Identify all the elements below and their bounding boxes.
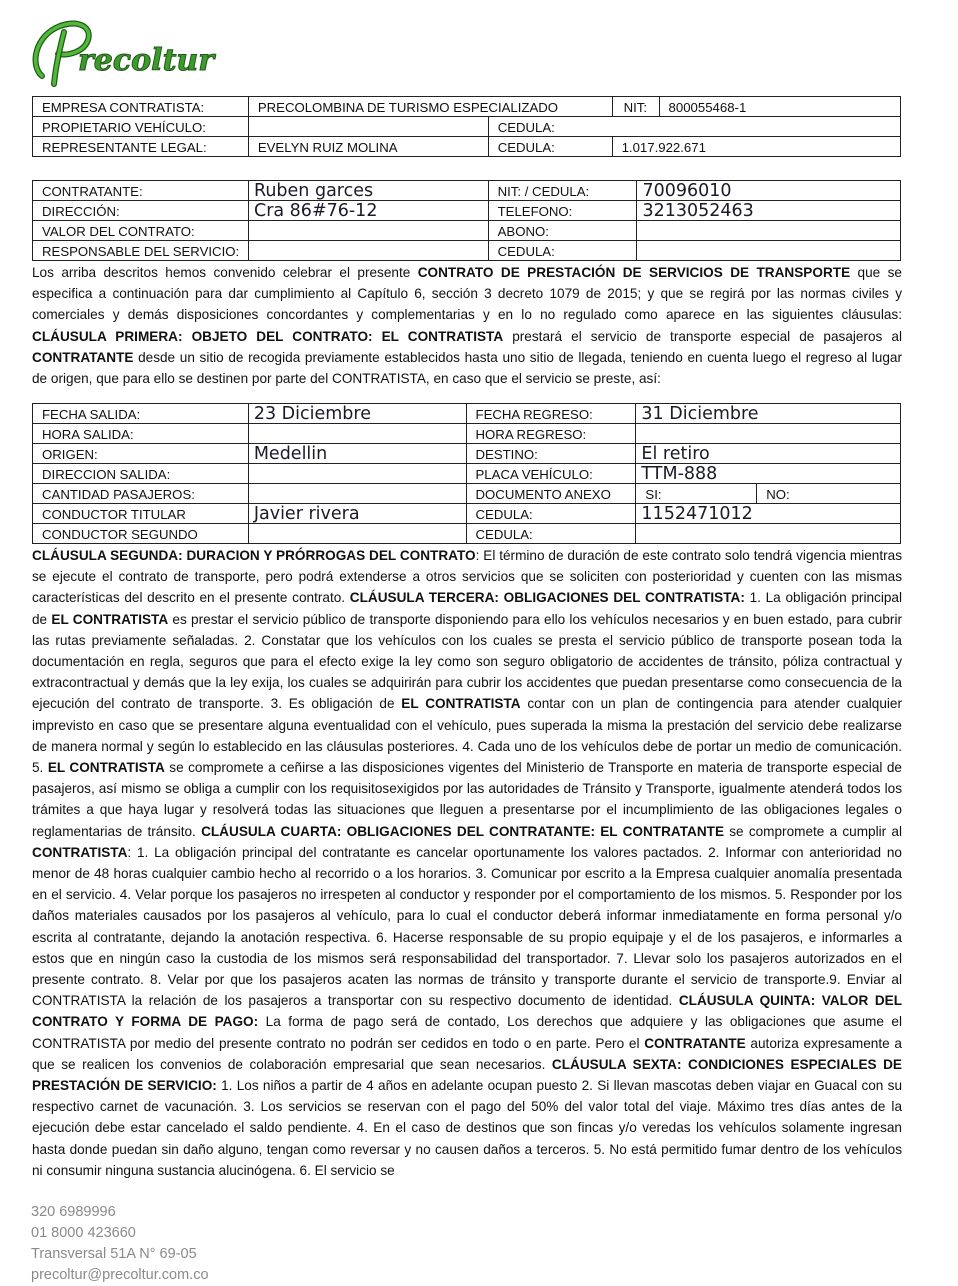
passenger-count-label: CANTIDAD PASAJEROS: (33, 484, 249, 504)
client-id-label: NIT: / CEDULA: (488, 181, 637, 201)
intro-text: prestará el servicio de transporte especial de pasajeros al (503, 328, 902, 344)
destination-value: El retiro (636, 444, 901, 464)
clause-text: contar con un plan de contingencia para atender cualquier imprevisto en caso que se presentare alguna eventualidad con el vehículo, pues superada la misma la prestación del servicio debe realizarse de manera normal y según lo establecido en las cláusulas posteriores. 4. Cada uno de los vehículos debe de portar un medio de comunicación. 5. (32, 696, 902, 776)
owner-label: PROPIETARIO VEHÍCULO: (33, 117, 249, 137)
table-row (33, 484, 901, 504)
company-table (32, 96, 901, 157)
table-row (33, 524, 901, 544)
driver-second-label: CONDUCTOR SEGUNDO (33, 524, 249, 544)
driver-main-value: Javier rivera (248, 504, 466, 524)
departure-address-label: DIRECCION SALIDA: (33, 464, 249, 484)
footer-email: precoltur@precoltur.com.co (31, 1267, 209, 1283)
legal-rep-id-value: 1.017.922.671 (612, 137, 900, 157)
clause-heading: CLÁUSULA SEXTA: CONDICIONES ESPECIALES DE PRESTACIÓN DE SERVICIO: (32, 1056, 902, 1094)
clause-text: : 1. La obligación principal del contratante es cancelar oportunamente los valores pactados. 2. Informar con anterioridad no menor de 48 horas cualquier cambio hecho al recorrido o a los horarios. 3. Comunicar por escrito a la Empresa cualquier anomalía presentada en el servicio. 4. Velar porque los pasajeros no irrespeten al conductor y responder por el comportamiento de los mismos. 5. Responder por los daños materiales causados por los pasajeros al vehículo, para lo cual el conductor deberá informar inmediatamente en forma personal y/o escrita al contratante, dejando la anotación respectiva. 6. Hacerse responsable de su propio equipaje y el de los pasajeros, e informarles a estos que en ningún caso la custodia de los mismos será responsabilidad del transportador. 7. Llevar solo los pasajeros autorizados en el presente contrato. 8. Velar por que los pasajeros acaten las normas de tránsito y transporte durante el servicio de transporte.9. Enviar al CONTRATISTA la relación de los pasajeros a transportar con su respectivo documento de identidad. (32, 844, 902, 1009)
annex-no-label: NO: (757, 484, 901, 504)
phone-value: 3213052463 (637, 201, 901, 221)
service-responsible-value (248, 241, 488, 261)
clause-text: 1. Los niños a partir de 4 años en adelante ocupan puesto 2. Si llevan mascotas deben viajar en Guacal con su respectivo carnet de vacunación. 3. Los servicios se reservan con el pago del 50% del valor total del viaje. Máximo tres días antes de la ejecución debe estar cancelado el saldo pendiente. 4. En el caso de destinos que son fincas y/o veredas los vehículos solamente ingresan hasta donde puedan sin daño alguno, tengan como reversar y no causen daños a terceros. 5. No está permitido fumar dentro de los vehículos ni consumir ninguna sustancia alucinógena. 6. El servicio se (32, 1078, 902, 1178)
table-row (33, 181, 901, 201)
contract-title: CONTRATO DE PRESTACIÓN DE SERVICIOS DE TRANSPORTE (417, 265, 851, 280)
annex-yes-label: SI: (636, 484, 757, 504)
departure-time-label: HORA SALIDA: (33, 424, 249, 444)
legal-rep-label: REPRESENTANTE LEGAL: (33, 137, 249, 157)
footer-contact (31, 1202, 209, 1286)
owner-value (248, 117, 488, 137)
precoltur-logo (30, 14, 230, 90)
driver-main-label: CONDUCTOR TITULAR (33, 504, 249, 524)
clause-heading: CLÁUSULA TERCERA: OBLIGACIONES DEL CONTRATISTA: (349, 590, 745, 606)
intro-paragraph (32, 262, 902, 389)
clause-heading: CLÁUSULA PRIMERA: OBJETO DEL CONTRATO: EL CONTRATISTA (32, 328, 504, 344)
client-label: CONTRATANTE: (33, 181, 249, 201)
owner-id-label: CEDULA: (488, 117, 900, 137)
address-value: Cra 86#76-12 (248, 201, 488, 221)
company-label: EMPRESA CONTRATISTA: (33, 97, 249, 117)
footer-address: Transversal 51A N° 69-05 (31, 1246, 197, 1262)
clause-heading: CLÁUSULA CUARTA: OBLIGACIONES DEL CONTRATANTE: EL CONTRATANTE (201, 823, 725, 839)
clauses-paragraph (32, 545, 902, 1181)
driver-main-id-value: 1152471012 (636, 504, 901, 524)
phone-label: TELEFONO: (488, 201, 637, 221)
clause-text: 1. La obligación principal de (32, 590, 902, 627)
table-row (33, 221, 901, 241)
table-row (33, 241, 901, 261)
deposit-label: ABONO: (488, 221, 637, 241)
nit-label: NIT: (612, 97, 659, 117)
origin-value: Medellin (248, 444, 466, 464)
table-row (33, 444, 901, 464)
bold-term: CONTRATANTE (32, 349, 134, 365)
contract-value (248, 221, 488, 241)
footer-phone: 320 6989996 (31, 1204, 116, 1220)
service-responsible-label: RESPONSABLE DEL SERVICIO: (33, 241, 249, 261)
svg-text:recoltur: recoltur (78, 43, 215, 78)
legal-rep-id-label: CEDULA: (488, 137, 612, 157)
return-time-value (636, 424, 901, 444)
responsible-id-label: CEDULA: (488, 241, 637, 261)
table-row (33, 424, 901, 444)
footer-toll-free: 01 8000 423660 (31, 1225, 136, 1241)
intro-text: Los arriba descritos hemos convenido celebrar el presente (32, 265, 418, 280)
client-table (32, 180, 901, 261)
table-row (33, 97, 901, 117)
clause-text: : El término de duración de este contrato solo tendrá vigencia mientras se ejecute el contrato de transporte, pero podrá extenderse a otros servicios que se soliciten con posterioridad y cuenten con las mismas características del descrito en el presente contrato. (32, 548, 902, 606)
driver-second-id-label: CEDULA: (466, 524, 636, 544)
return-date-label: FECHA REGRESO: (466, 404, 636, 424)
plate-value: TTM-888 (636, 464, 901, 484)
company-value: PRECOLOMBINA DE TURISMO ESPECIALIZADO (248, 97, 612, 117)
bold-term: EL CONTRATISTA (401, 696, 521, 712)
departure-address-value (248, 464, 466, 484)
clause-text: autoriza expresamente a que se realicen los convenios de colaboración empresarial que sean necesarios. (32, 1035, 902, 1072)
deposit-value (637, 221, 901, 241)
driver-second-value (248, 524, 466, 544)
contract-value-label: VALOR DEL CONTRATO: (33, 221, 249, 241)
departure-time-value (248, 424, 466, 444)
trip-table (32, 403, 901, 544)
client-value: Ruben garces (248, 181, 488, 201)
table-row (33, 464, 901, 484)
plate-label: PLACA VEHÍCULO: (466, 464, 636, 484)
address-label: DIRECCIÓN: (33, 201, 249, 221)
departure-date-value: 23 Diciembre (248, 404, 466, 424)
return-time-label: HORA REGRESO: (466, 424, 636, 444)
intro-text: que se especifica a continuación para dar cumplimiento al Capítulo 6, sección 3 decreto 1079 de 2015; y que se regirá por las normas civiles y comerciales y demás disposiciones concordantes y complementarias y en lo no regulado como aparece en las siguientes cláusulas: (32, 265, 902, 323)
clause-heading: CLÁUSULA SEGUNDA: DURACION Y PRÓRROGAS DEL CONTRATO (32, 548, 476, 563)
annex-doc-label: DOCUMENTO ANEXO (466, 484, 636, 504)
clause-text: La forma de pago será de contado, Los derechos que adquiere y las obligaciones que asume el CONTRATISTA por medio del presente contrato no podrán ser cedidos en todo o en parte. Pero el (32, 1014, 903, 1051)
responsible-id-value (637, 241, 901, 261)
legal-rep-value: EVELYN RUIZ MOLINA (248, 137, 488, 157)
clause-text: se compromete a cumplir al (724, 823, 902, 839)
driver-second-id-value (636, 524, 901, 544)
table-row (33, 404, 901, 424)
driver-main-id-label: CEDULA: (466, 504, 636, 524)
table-row (33, 201, 901, 221)
client-id-value: 70096010 (637, 181, 901, 201)
departure-date-label: FECHA SALIDA: (33, 404, 249, 424)
clause-text: se compromete a ceñirse a las disposiciones vigentes del Ministerio de Transporte en materia de transporte especial de pasajeros, así mismo se obliga a cumplir con los requisitosexigidos por las autoridades de Tránsito y Transporte, igualmente atenderá todos los trámites a que haya lugar y resolverá todas las situaciones que lleguen a presentarse por el incumplimiento de las obligaciones legales o reglamentarias de tránsito. (32, 760, 902, 839)
clause-text: es prestar el servicio público de transporte disponiendo para ello los vehículos necesarios y en buen estado, para cubrir las rutas previamente señaladas. 2. Constatar que los vehículos con los cuales se presta el servicio público de transporte posean toda la documentación en regla, seguros que para el efecto exige la ley como son seguro obligatorio de accidentes de tránsito, póliza contractual y extracontractual y demás que la ley exija, los cuales se adquirirán para cubrir los accidentes que puedan presentarse como consecuencia de la ejecución del contrato de transporte. 3. Es obligación de (32, 611, 902, 712)
bold-term: EL CONTRATISTA (47, 760, 165, 776)
clause-heading: CLÁUSULA QUINTA: VALOR DEL CONTRATO Y FORMA DE PAGO: (32, 993, 903, 1030)
table-row (33, 137, 901, 157)
destination-label: DESTINO: (466, 444, 636, 464)
table-row (33, 504, 901, 524)
origin-label: ORIGEN: (33, 444, 249, 464)
bold-term: EL CONTRATISTA (51, 611, 169, 627)
return-date-value: 31 Diciembre (636, 404, 901, 424)
bold-term: CONTRATANTE (644, 1035, 746, 1051)
passenger-count-value (248, 484, 466, 504)
nit-value: 800055468-1 (659, 97, 900, 117)
bold-term: CONTRATISTA (32, 844, 128, 860)
table-row (33, 117, 901, 137)
intro-text: desde un sitio de recogida previamente establecidos hasta uno sitio de llegada, teniendo en cuenta luego el regreso al lugar de origen, que para ello se destinen por parte del CONTRATISTA, en caso que el servicio se preste, así: (32, 349, 902, 387)
